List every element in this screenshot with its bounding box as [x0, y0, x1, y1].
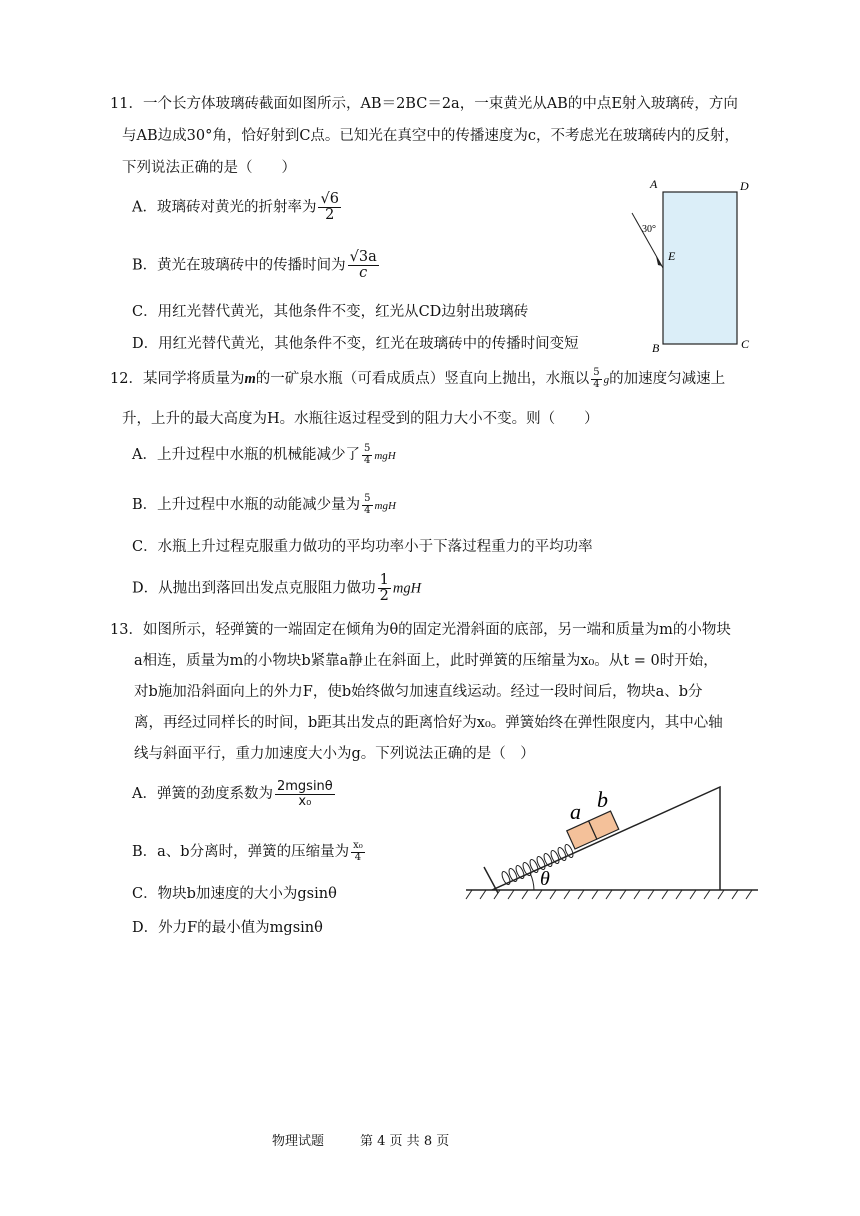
q12-acc-den: 4 [593, 378, 600, 390]
label-d: D [740, 179, 749, 193]
q13-option-b-text: B．a、b分离时，弹簧的压缩量为 [132, 844, 350, 860]
q12-option-b-num: 5 [364, 493, 371, 504]
q12-acc-fraction [591, 368, 601, 390]
label-angle: 30° [642, 224, 656, 235]
q12-option-a-num: 5 [363, 443, 371, 454]
page-footer [272, 1130, 459, 1149]
label-block-a: a [570, 799, 581, 824]
q13-option-a-fraction [275, 780, 335, 808]
spring-wall [484, 867, 498, 893]
q12-option-b[interactable] [132, 493, 396, 516]
label-a: A [650, 178, 658, 191]
q12-option-a-den: 4 [363, 454, 371, 466]
q12-option-a-fraction [362, 444, 372, 466]
q11-option-a-text: A．玻璃砖对黄光的折射率为 [132, 199, 317, 216]
q12-line-1-c: 的加速度匀减速上 [609, 371, 726, 387]
q12-option-a[interactable] [132, 443, 396, 466]
q11-line-2: 与AB边成30°角，恰好射到C点。已知光在真空中的传播速度为c，不考虑光在玻璃砖内的反射， [122, 128, 740, 144]
incident-ray [632, 213, 663, 268]
q11-option-a-num: √6 [320, 191, 339, 207]
spring-coils [500, 843, 574, 885]
q13-line-3: 对b施加沿斜面向上的外力F，使b始终做匀加速直线运动。经过一段时间后，物块a、b分 [134, 684, 703, 700]
q11-figure-glass-brick [626, 178, 766, 358]
q11-option-a[interactable] [132, 192, 343, 223]
q12-option-d-text: D．从抛出到落回出发点克服阻力做功 [132, 580, 376, 597]
q12-option-b-tail: mgH [374, 500, 396, 512]
q11-line-3: 下列说法正确的是（ ） [122, 160, 296, 176]
q12-line-1-a: 12．某同学将质量为 [110, 371, 245, 387]
q12-option-b-den: 4 [364, 504, 371, 516]
label-theta: θ [540, 868, 550, 890]
label-c: C [741, 337, 750, 351]
footer-page-number: 第 4 页 共 8 页 [360, 1134, 450, 1149]
q12-option-c[interactable]: C．水瓶上升过程克服重力做功的平均功率小于下落过程重力的平均功率 [132, 539, 593, 555]
q11-option-b-num: √3a [349, 249, 377, 265]
q11-option-a-den: 2 [325, 207, 335, 224]
q12-option-d[interactable] [132, 573, 421, 604]
q11-option-d[interactable]: D．用红光替代黄光，其他条件不变，红光在玻璃砖中的传播时间变短 [132, 336, 579, 352]
q13-option-b-num: x₀ [353, 840, 363, 851]
q11-option-b[interactable] [132, 250, 381, 281]
q13-option-a-den: x₀ [298, 793, 312, 809]
ground-hatch [466, 890, 752, 899]
q13-line-5: 线与斜面平行，重力加速度大小为g。下列说法正确的是（ ） [134, 746, 535, 762]
q11-option-b-den: c [359, 265, 368, 282]
q12-option-d-fraction [378, 573, 391, 604]
q13-option-c[interactable]: C．物块b加速度的大小为gsinθ [132, 886, 337, 902]
q12-option-d-den: 2 [379, 588, 389, 605]
q13-line-4: 离，再经过同样长的时间，b距其出发点的距离恰好为x₀。弹簧始终在弹性限度内，其中心轴 [134, 715, 723, 731]
label-block-b: b [597, 787, 608, 812]
q12-line-2: 升，上升的最大高度为H。水瓶往返过程受到的阻力大小不变。则（ ） [122, 411, 599, 427]
q12-acc-num: 5 [593, 367, 600, 378]
q13-line-2: a相连，质量为m的小物块b紧靠a静止在斜面上，此时弹簧的压缩量为x₀。从t = 0时开始， [134, 653, 718, 669]
q11-option-b-fraction [348, 250, 379, 281]
q12-g-symbol: g [603, 374, 610, 386]
q13-option-b-den: 4 [354, 851, 362, 863]
label-b: B [652, 341, 660, 355]
q12-option-d-tail: mgH [392, 580, 422, 597]
q13-option-b-fraction [351, 841, 365, 863]
q13-option-a[interactable] [132, 780, 337, 808]
footer-subject: 物理试题 [272, 1134, 325, 1149]
q12-option-d-num: 1 [379, 572, 389, 588]
q13-option-a-num: 2mgsinθ [276, 779, 333, 794]
q13-option-d[interactable]: D．外力F的最小值为mgsinθ [132, 920, 323, 936]
q13-option-a-text: A．弹簧的劲度系数为 [132, 786, 273, 803]
q12-mass-symbol: m [244, 371, 256, 387]
glass-rectangle [663, 192, 737, 344]
q13-figure-incline-spring [462, 775, 762, 905]
angle-arc [530, 873, 534, 890]
q13-line-1: 13．如图所示，轻弹簧的一端固定在倾角为θ的固定光滑斜面的底部，另一端和质量为m的小物块 [110, 622, 731, 638]
q12-option-b-text: B．上升过程中水瓶的动能减少量为 [132, 497, 361, 513]
q12-line-1 [110, 367, 725, 390]
q12-option-a-text: A．上升过程中水瓶的机械能减少了 [132, 447, 360, 463]
q11-option-a-fraction [318, 192, 340, 223]
q13-option-b[interactable] [132, 840, 367, 863]
q12-option-a-tail: mgH [374, 450, 396, 462]
q11-option-c[interactable]: C．用红光替代黄光，其他条件不变，红光从CD边射出玻璃砖 [132, 304, 529, 320]
q12-line-1-b: 的一矿泉水瓶（可看成质点）竖直向上抛出，水瓶以 [255, 371, 590, 387]
q12-option-b-fraction [362, 494, 372, 516]
q11-line-1: 11．一个长方体玻璃砖截面如图所示，AB＝2BC＝2a，一束黄光从AB的中点E射入玻璃砖，方向 [110, 96, 738, 112]
q11-option-b-text: B．黄光在玻璃砖中的传播时间为 [132, 257, 346, 274]
label-e: E [668, 249, 676, 263]
